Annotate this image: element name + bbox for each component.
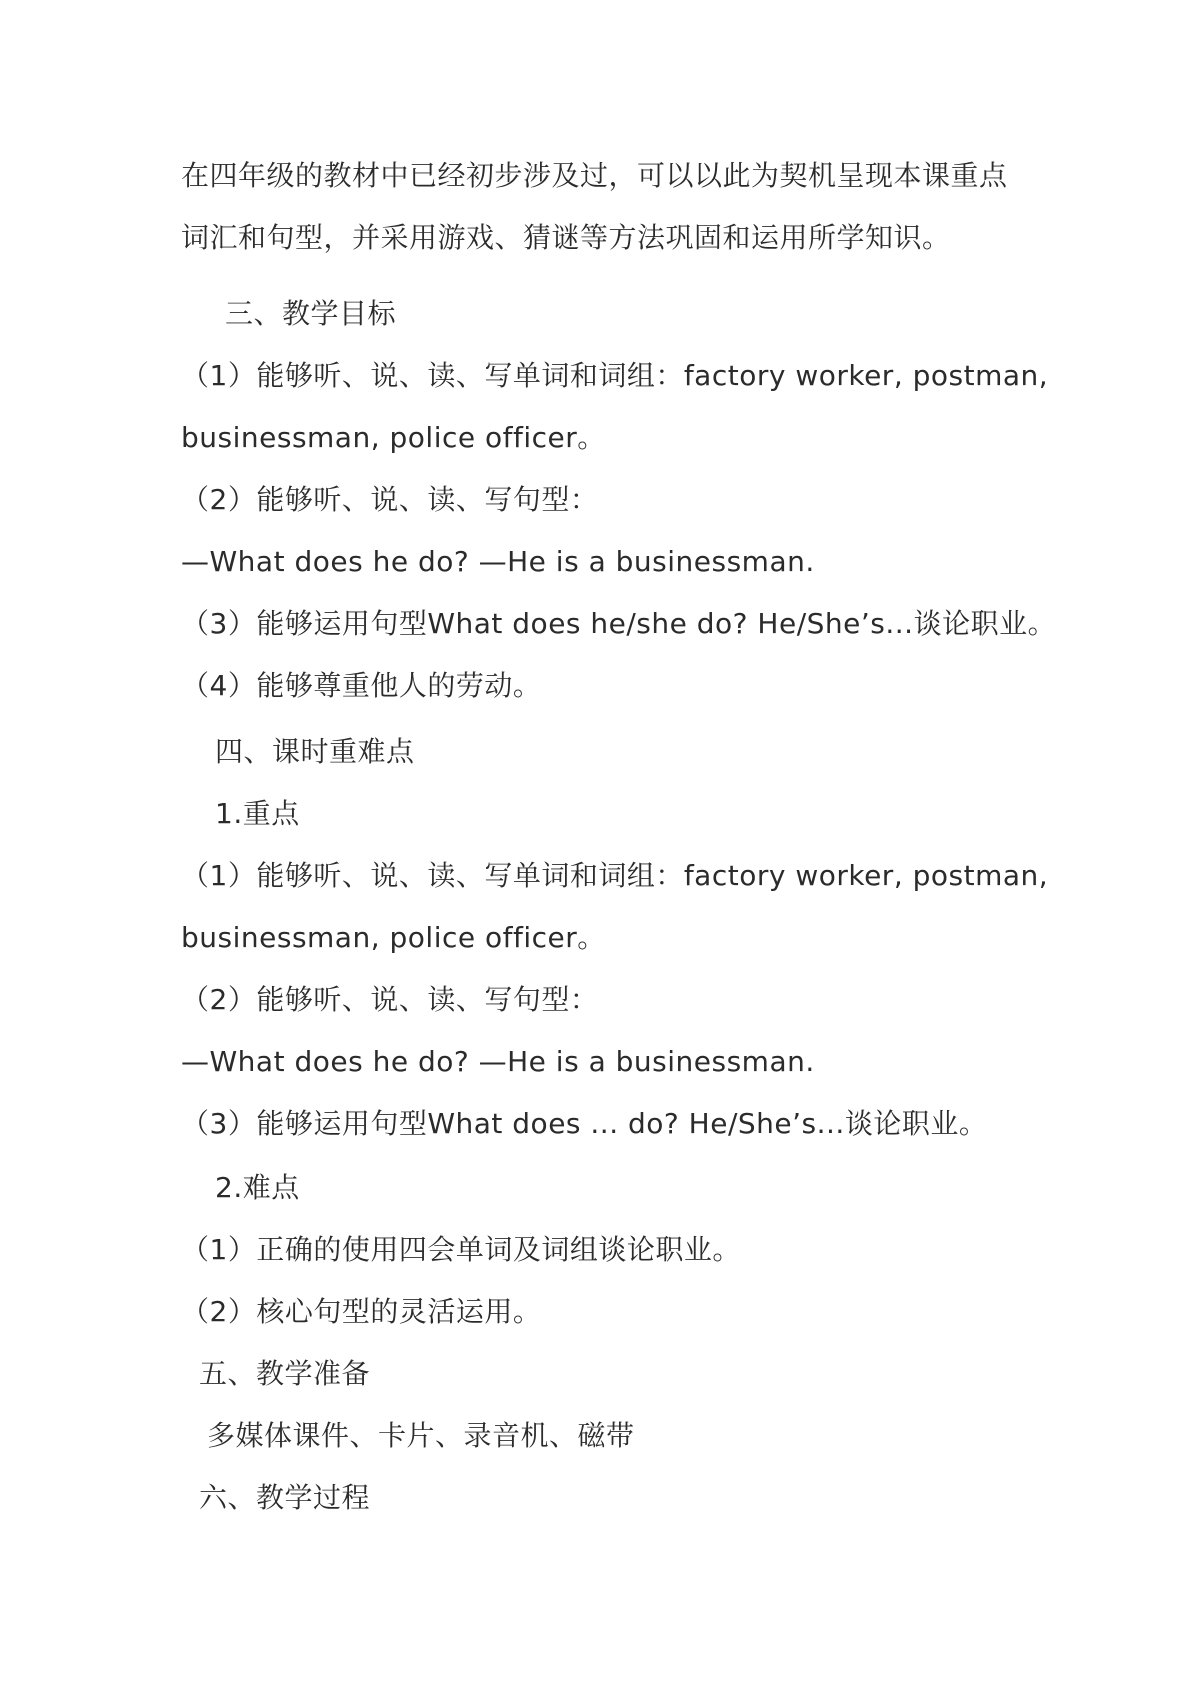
preparation-materials: 多媒体课件、卡片、录音机、磁带: [207, 1419, 635, 1452]
sentence-pattern: —What does he do? —He is a businessman.: [181, 545, 815, 578]
section-heading-key-points: 四、课时重难点: [215, 735, 415, 768]
paragraph-line: 在四年级的教材中已经初步涉及过，可以以此为契机呈现本课重点: [181, 159, 1008, 192]
sentence-pattern: —What does he do? —He is a businessman.: [181, 1045, 815, 1078]
paragraph-line: 词汇和句型，并采用游戏、猜谜等方法巩固和运用所学知识。: [181, 221, 951, 254]
key-point-item: （1）能够听、说、读、写单词和词组：factory worker, postman,: [181, 859, 1049, 892]
objective-item: （4）能够尊重他人的劳动。: [181, 669, 542, 702]
section-heading-objectives: 三、教学目标: [225, 297, 397, 330]
key-point-item-continued: businessman, police officer。: [181, 921, 606, 954]
section-heading-process: 六、教学过程: [199, 1481, 371, 1514]
key-point-item: （3）能够运用句型What does ... do? He/She’s...谈论职业。: [181, 1107, 988, 1140]
subheading-difficult-points: 2.难点: [215, 1171, 300, 1204]
section-heading-preparation: 五、教学准备: [199, 1357, 371, 1390]
objective-item: （1）能够听、说、读、写单词和词组：factory worker, postman,: [181, 359, 1049, 392]
subheading-key-points: 1.重点: [215, 797, 300, 830]
objective-item: （3）能够运用句型What does he/she do? He/She’s...谈论职业。: [181, 607, 1057, 640]
key-point-item: （2）能够听、说、读、写句型：: [181, 983, 599, 1016]
objective-item: （2）能够听、说、读、写句型：: [181, 483, 599, 516]
difficult-point-item: （1）正确的使用四会单词及词组谈论职业。: [181, 1233, 741, 1266]
difficult-point-item: （2）核心句型的灵活运用。: [181, 1295, 542, 1328]
objective-item-continued: businessman, police officer。: [181, 421, 606, 454]
